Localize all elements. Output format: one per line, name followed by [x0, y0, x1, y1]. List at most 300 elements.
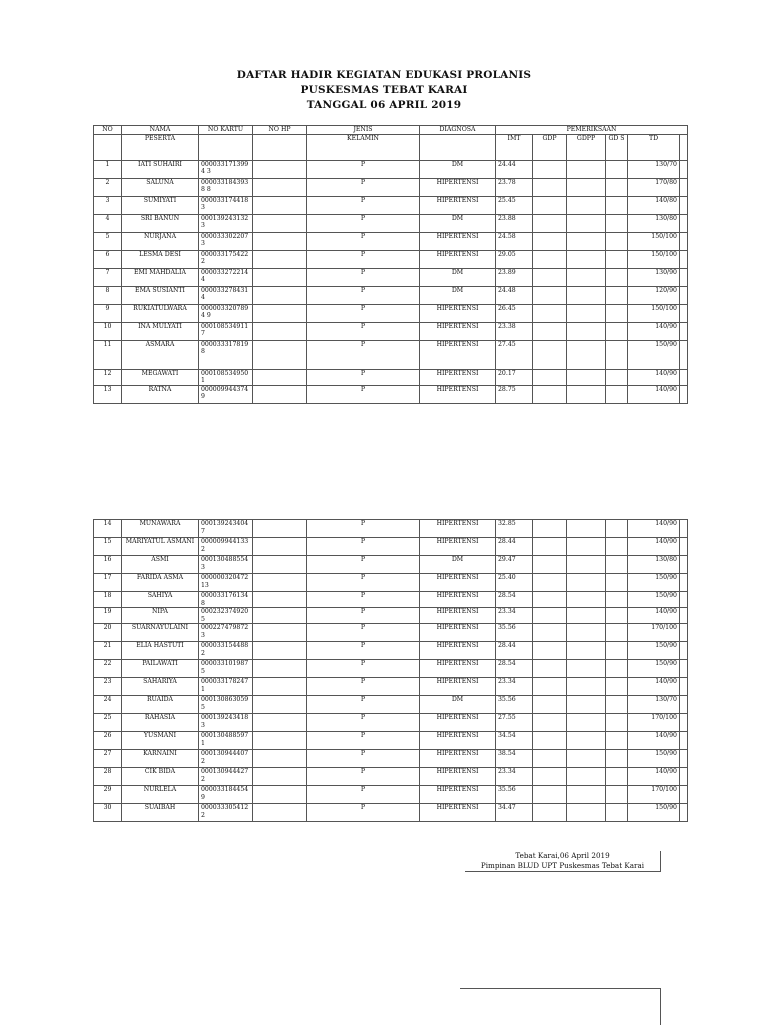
row-nama: RATNA [122, 385, 199, 403]
row-no-hp [253, 214, 307, 232]
table-row [94, 196, 688, 214]
row-gds [606, 678, 628, 696]
row-td: 140/90 [628, 322, 680, 340]
row-gds [606, 520, 628, 538]
row-gdp [533, 624, 567, 642]
row-no-hp [253, 804, 307, 822]
row-imt: 29.47 [496, 556, 533, 574]
row-gdpp [567, 624, 606, 642]
row-gds [606, 750, 628, 768]
row-td: 170/80 [628, 178, 680, 196]
row-gdp [533, 369, 567, 385]
row-nama: NURJANA [122, 232, 199, 250]
row-jenis-kelamin: P [307, 214, 420, 232]
row-td: 130/90 [628, 268, 680, 286]
table-row [94, 268, 688, 286]
row-no-kartu: 0000099441332 [199, 538, 253, 556]
header-no-kartu: NO KARTU [199, 126, 253, 135]
row-no-kartu: 0000331019875 [199, 660, 253, 678]
row-imt: 35.56 [496, 786, 533, 804]
row-no-kartu: 000000320472 13 [199, 574, 253, 592]
row-gdp [533, 678, 567, 696]
header-pemeriksaan: PEMERIKSAAN [496, 126, 688, 135]
row-jenis-kelamin: P [307, 786, 420, 804]
row-no-hp [253, 750, 307, 768]
row-no-hp [253, 160, 307, 178]
row-no: 27 [94, 750, 122, 768]
row-imt: 24.48 [496, 286, 533, 304]
row-no-kartu: 0001304885543 [199, 556, 253, 574]
row-imt: 29.05 [496, 250, 533, 268]
row-no: 22 [94, 660, 122, 678]
row-gdpp [567, 642, 606, 660]
row-jenis-kelamin: P [307, 385, 420, 403]
row-gds [606, 732, 628, 750]
row-imt: 23.38 [496, 322, 533, 340]
row-jenis-kelamin: P [307, 678, 420, 696]
row-jenis-kelamin: P [307, 322, 420, 340]
row-no-hp [253, 624, 307, 642]
row-nama: CIK BIDA [122, 768, 199, 786]
row-nama: SUARNAYULAINI [122, 624, 199, 642]
row-gds [606, 804, 628, 822]
row-imt: 23.89 [496, 268, 533, 286]
row-jenis-kelamin: P [307, 624, 420, 642]
row-extra [680, 642, 688, 660]
row-imt: 28.54 [496, 592, 533, 608]
row-no-kartu: 0000331544882 [199, 642, 253, 660]
table-row [94, 520, 688, 538]
row-no-hp [253, 250, 307, 268]
row-gdpp [567, 385, 606, 403]
row-gds [606, 624, 628, 642]
signature-box [460, 988, 661, 1025]
row-jenis-kelamin: P [307, 160, 420, 178]
row-diagnosa: HIPERTENSI [420, 178, 496, 196]
row-jenis-kelamin: P [307, 592, 420, 608]
table-row [94, 624, 688, 642]
table-row [94, 592, 688, 608]
row-gdp [533, 732, 567, 750]
row-jenis-kelamin: P [307, 608, 420, 624]
attendance-table-part-1 [93, 125, 688, 404]
row-no-hp [253, 385, 307, 403]
row-extra [680, 178, 688, 196]
row-gds [606, 574, 628, 592]
row-no-kartu: 0000331844549 [199, 786, 253, 804]
row-nama: SAHIYA [122, 592, 199, 608]
row-no-hp [253, 732, 307, 750]
row-gdp [533, 696, 567, 714]
row-imt: 28.44 [496, 642, 533, 660]
table-row [94, 538, 688, 556]
row-no-kartu: 0001392434047 [199, 520, 253, 538]
row-td: 150/90 [628, 660, 680, 678]
row-nama: SALUNA [122, 178, 199, 196]
row-gdp [533, 804, 567, 822]
header-row-2 [94, 134, 688, 160]
row-no-kartu: 0000332784314 [199, 286, 253, 304]
row-extra [680, 732, 688, 750]
row-gdp [533, 322, 567, 340]
row-no-hp [253, 696, 307, 714]
row-diagnosa: HIPERTENSI [420, 660, 496, 678]
row-gdpp [567, 556, 606, 574]
row-td: 140/80 [628, 196, 680, 214]
row-gdpp [567, 732, 606, 750]
row-imt: 23.34 [496, 768, 533, 786]
table-row [94, 768, 688, 786]
row-gdp [533, 385, 567, 403]
row-td: 150/100 [628, 232, 680, 250]
row-gdp [533, 750, 567, 768]
row-gdpp [567, 340, 606, 369]
row-imt: 20.17 [496, 369, 533, 385]
table-row [94, 385, 688, 403]
row-gdpp [567, 214, 606, 232]
row-imt: 23.78 [496, 178, 533, 196]
row-no-hp [253, 538, 307, 556]
row-no-kartu: 0001309444272 [199, 768, 253, 786]
row-no: 6 [94, 250, 122, 268]
row-no-hp [253, 178, 307, 196]
row-imt: 32.85 [496, 520, 533, 538]
row-gdp [533, 574, 567, 592]
row-diagnosa: DM [420, 160, 496, 178]
table-row [94, 678, 688, 696]
row-diagnosa: DM [420, 696, 496, 714]
row-extra [680, 696, 688, 714]
header-diagnosa: DIAGNOSA [420, 126, 496, 135]
header-gdp: GDP [533, 134, 567, 160]
row-no-kartu: 0000331754222 [199, 250, 253, 268]
row-imt: 28.54 [496, 660, 533, 678]
table-row [94, 642, 688, 660]
row-no: 28 [94, 768, 122, 786]
row-no-hp [253, 340, 307, 369]
row-no-hp [253, 268, 307, 286]
row-td: 130/80 [628, 214, 680, 232]
row-gdp [533, 232, 567, 250]
row-td: 140/90 [628, 520, 680, 538]
row-gdpp [567, 574, 606, 592]
row-no-hp [253, 660, 307, 678]
row-diagnosa: DM [420, 286, 496, 304]
row-gds [606, 340, 628, 369]
row-nama: MEGAWATI [122, 369, 199, 385]
header-imt: IMT [496, 134, 533, 160]
row-extra [680, 385, 688, 403]
row-diagnosa: HIPERTENSI [420, 322, 496, 340]
row-jenis-kelamin: P [307, 732, 420, 750]
row-diagnosa: HIPERTENSI [420, 369, 496, 385]
row-imt: 23.34 [496, 678, 533, 696]
row-extra [680, 160, 688, 178]
row-gdp [533, 768, 567, 786]
row-imt: 27.45 [496, 340, 533, 369]
row-extra [680, 574, 688, 592]
title-line-1: DAFTAR HADIR KEGIATAN EDUKASI PROLANIS [236, 69, 532, 81]
row-no-kartu: 0000331782471 [199, 678, 253, 696]
row-gdpp [567, 538, 606, 556]
row-extra [680, 250, 688, 268]
row-gds [606, 369, 628, 385]
row-gds [606, 286, 628, 304]
row-no: 7 [94, 268, 122, 286]
row-td: 140/90 [628, 608, 680, 624]
row-gdp [533, 608, 567, 624]
row-gdp [533, 340, 567, 369]
row-td: 150/90 [628, 750, 680, 768]
row-td: 130/80 [628, 556, 680, 574]
row-gdpp [567, 750, 606, 768]
header-gdpp: GDPP [567, 134, 606, 160]
header-nama: NAMA [122, 126, 199, 135]
row-nama: MARIYATUL ASMANI [122, 538, 199, 556]
row-no-kartu: 0000333054122 [199, 804, 253, 822]
row-no: 10 [94, 322, 122, 340]
attendance-table-part-2 [93, 519, 688, 822]
row-nama: SAHARIYA [122, 678, 199, 696]
row-nama: ASMARA [122, 340, 199, 369]
row-no: 17 [94, 574, 122, 592]
row-extra [680, 804, 688, 822]
table-row [94, 232, 688, 250]
row-diagnosa: HIPERTENSI [420, 304, 496, 322]
row-nama: IATI SUHAIRI [122, 160, 199, 178]
row-nama: ELIA HASTUTI [122, 642, 199, 660]
row-diagnosa: HIPERTENSI [420, 340, 496, 369]
row-td: 140/90 [628, 369, 680, 385]
row-gdp [533, 592, 567, 608]
table-row [94, 322, 688, 340]
table-row [94, 369, 688, 385]
row-imt: 34.54 [496, 732, 533, 750]
row-td: 140/90 [628, 768, 680, 786]
row-no: 11 [94, 340, 122, 369]
row-gds [606, 196, 628, 214]
row-no: 23 [94, 678, 122, 696]
row-gds [606, 696, 628, 714]
row-no: 4 [94, 214, 122, 232]
row-extra [680, 556, 688, 574]
row-no-hp [253, 714, 307, 732]
row-diagnosa: HIPERTENSI [420, 642, 496, 660]
row-jenis-kelamin: P [307, 804, 420, 822]
row-imt: 25.40 [496, 574, 533, 592]
header-kelamin: KELAMIN [307, 134, 420, 160]
row-no-kartu: 0000333022073 [199, 232, 253, 250]
row-imt: 23.88 [496, 214, 533, 232]
row-td: 150/90 [628, 574, 680, 592]
row-extra [680, 750, 688, 768]
row-extra [680, 286, 688, 304]
row-no-hp [253, 369, 307, 385]
row-gds [606, 232, 628, 250]
row-gdp [533, 642, 567, 660]
row-jenis-kelamin: P [307, 574, 420, 592]
row-no: 9 [94, 304, 122, 322]
row-no: 1 [94, 160, 122, 178]
row-gdp [533, 304, 567, 322]
row-no-hp [253, 678, 307, 696]
row-gdpp [567, 804, 606, 822]
row-gds [606, 304, 628, 322]
row-imt: 34.47 [496, 804, 533, 822]
row-gds [606, 160, 628, 178]
row-no: 5 [94, 232, 122, 250]
row-gds [606, 714, 628, 732]
row-gds [606, 268, 628, 286]
table-row [94, 556, 688, 574]
row-nama: RAHASIA [122, 714, 199, 732]
row-diagnosa: HIPERTENSI [420, 750, 496, 768]
table-body-part-2 [94, 520, 688, 822]
row-no: 30 [94, 804, 122, 822]
row-jenis-kelamin: P [307, 696, 420, 714]
row-gdpp [567, 304, 606, 322]
row-gds [606, 250, 628, 268]
row-gdpp [567, 714, 606, 732]
row-extra [680, 538, 688, 556]
row-gdpp [567, 696, 606, 714]
row-nama: MUNAWARA [122, 520, 199, 538]
row-gds [606, 385, 628, 403]
row-diagnosa: DM [420, 556, 496, 574]
table-row [94, 750, 688, 768]
table-row [94, 214, 688, 232]
table-row [94, 804, 688, 822]
row-gdpp [567, 369, 606, 385]
row-no: 14 [94, 520, 122, 538]
row-gdp [533, 286, 567, 304]
row-nama: NURLELA [122, 786, 199, 804]
row-no-hp [253, 608, 307, 624]
row-no-kartu: 0000331713994 3 [199, 160, 253, 178]
row-imt: 28.44 [496, 538, 533, 556]
row-extra [680, 714, 688, 732]
row-jenis-kelamin: P [307, 768, 420, 786]
row-gdpp [567, 160, 606, 178]
document-title [0, 68, 768, 113]
table-row [94, 732, 688, 750]
row-extra [680, 608, 688, 624]
signature-position: Pimpinan BLUD UPT Puskesmas Tebat Karai [465, 861, 660, 872]
table-row [94, 696, 688, 714]
row-gdpp [567, 250, 606, 268]
row-diagnosa: HIPERTENSI [420, 574, 496, 592]
row-no-kartu: 0001392431323 [199, 214, 253, 232]
row-td: 150/100 [628, 304, 680, 322]
row-gdp [533, 268, 567, 286]
row-td: 150/90 [628, 592, 680, 608]
row-gdpp [567, 786, 606, 804]
row-no-kartu: 0001309444072 [199, 750, 253, 768]
table-row [94, 160, 688, 178]
row-gds [606, 556, 628, 574]
row-extra [680, 592, 688, 608]
row-imt: 24.44 [496, 160, 533, 178]
row-no-hp [253, 520, 307, 538]
row-jenis-kelamin: P [307, 369, 420, 385]
table-body-part-1 [94, 160, 688, 403]
row-gds [606, 322, 628, 340]
row-gds [606, 786, 628, 804]
row-extra [680, 340, 688, 369]
row-extra [680, 196, 688, 214]
row-nama: INA MULYATI [122, 322, 199, 340]
row-jenis-kelamin: P [307, 556, 420, 574]
row-no: 19 [94, 608, 122, 624]
row-no: 18 [94, 592, 122, 608]
row-extra [680, 678, 688, 696]
row-no: 26 [94, 732, 122, 750]
header-jenis: JENIS [307, 126, 420, 135]
row-extra [680, 768, 688, 786]
row-nama: PAILAWATI [122, 660, 199, 678]
row-gdp [533, 556, 567, 574]
row-no-kartu: 0002323749205 [199, 608, 253, 624]
row-extra [680, 369, 688, 385]
row-jenis-kelamin: P [307, 660, 420, 678]
row-gdpp [567, 592, 606, 608]
signature-block [465, 851, 661, 872]
row-no-kartu: 0002274798723 [199, 624, 253, 642]
table-row [94, 714, 688, 732]
row-imt: 28.75 [496, 385, 533, 403]
row-gdp [533, 250, 567, 268]
row-extra [680, 214, 688, 232]
row-imt: 26.45 [496, 304, 533, 322]
row-nama: ASMI [122, 556, 199, 574]
row-no-kartu: 0000331843938 8 [199, 178, 253, 196]
row-nama: LESMA DESI [122, 250, 199, 268]
row-gdpp [567, 520, 606, 538]
table-row [94, 250, 688, 268]
header-no-hp: NO HP [253, 126, 307, 135]
row-extra [680, 660, 688, 678]
row-jenis-kelamin: P [307, 304, 420, 322]
row-imt: 25.45 [496, 196, 533, 214]
row-no: 25 [94, 714, 122, 732]
row-diagnosa: HIPERTENSI [420, 196, 496, 214]
row-diagnosa: HIPERTENSI [420, 732, 496, 750]
row-nama: SRI BANUN [122, 214, 199, 232]
row-gdp [533, 786, 567, 804]
row-gds [606, 660, 628, 678]
row-gdp [533, 160, 567, 178]
table-row [94, 340, 688, 369]
row-gdp [533, 520, 567, 538]
row-td: 170/100 [628, 714, 680, 732]
row-jenis-kelamin: P [307, 196, 420, 214]
row-gdpp [567, 322, 606, 340]
row-diagnosa: HIPERTENSI [420, 538, 496, 556]
row-gds [606, 538, 628, 556]
row-no: 16 [94, 556, 122, 574]
row-no: 3 [94, 196, 122, 214]
row-diagnosa: HIPERTENSI [420, 624, 496, 642]
row-td: 140/90 [628, 385, 680, 403]
row-no-hp [253, 232, 307, 250]
row-no: 2 [94, 178, 122, 196]
row-jenis-kelamin: P [307, 268, 420, 286]
row-nama: NIPA [122, 608, 199, 624]
row-td: 150/90 [628, 804, 680, 822]
row-gdp [533, 178, 567, 196]
table-row [94, 286, 688, 304]
row-gdp [533, 714, 567, 732]
